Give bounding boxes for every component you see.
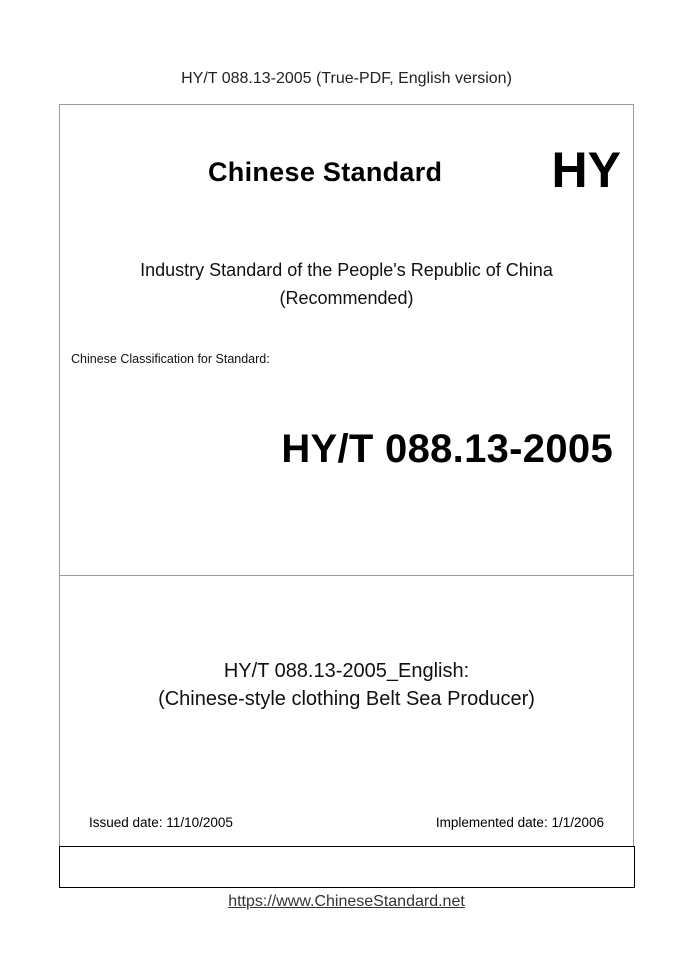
subtitle-line-1: Industry Standard of the People's Republic of China (140, 260, 553, 280)
english-title-line-1: HY/T 088.13-2005_English: (223, 660, 470, 682)
document-reference-header: HY/T 088.13-2005 (True-PDF, English version) (181, 70, 512, 87)
bottom-empty-box (59, 846, 635, 888)
implemented-date: Implemented date: 1/1/2006 (435, 815, 604, 830)
standard-number: HY/T 088.13-2005 (281, 427, 613, 471)
english-title-line-2: (Chinese-style clothing Belt Sea Producer) (158, 688, 535, 710)
issued-date: Issued date: 11/10/2005 (89, 815, 233, 830)
brand-title: Chinese Standard (208, 157, 443, 187)
website-link[interactable]: https://www.ChineseStandard.net (228, 893, 465, 910)
subtitle-line-2: (Recommended) (279, 288, 414, 308)
cover-top-section (60, 105, 633, 576)
brand-code: HY (551, 142, 621, 198)
cover-frame (59, 104, 634, 886)
classification-label: Chinese Classification for Standard: (71, 352, 270, 366)
